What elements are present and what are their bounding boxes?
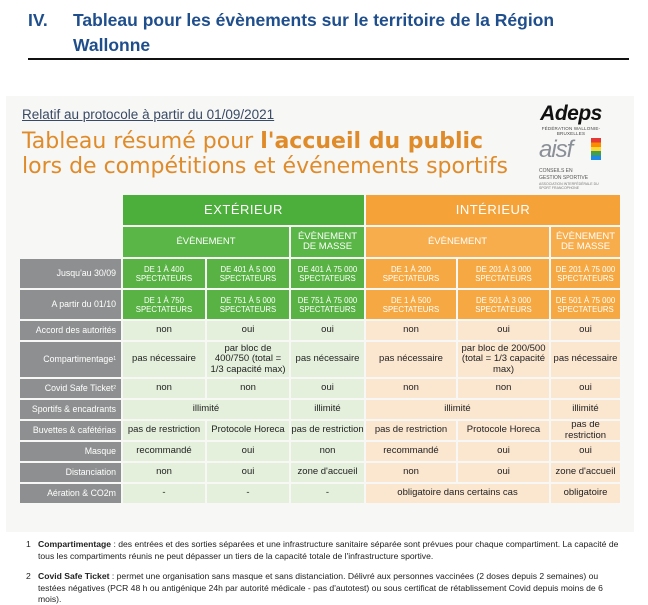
spec-cell: DE 501 À 75 000 SPECTATEURS (551, 290, 620, 319)
table-cell: oui (207, 463, 289, 482)
spec-cell: DE 201 À 75 000 SPECTATEURS (551, 259, 620, 288)
table-cell: pas nécessaire (366, 342, 456, 377)
row-label-masque: Masque (20, 442, 121, 461)
table-cell: obligatoire (551, 484, 620, 503)
infographic (6, 96, 634, 532)
table-cell: non (366, 379, 456, 398)
table-cell: pas nécessaire (551, 342, 620, 377)
spec-cell: DE 751 À 5 000 SPECTATEURS (207, 290, 289, 319)
table-cell: non (207, 379, 289, 398)
row-label-sportifs: Sportifs & encadrants (20, 400, 121, 419)
aisf-logo: aisf CONSEILS EN GESTION SPORTIVE ASSOCIATION INTERFÉDÉRALE DU SPORT FRANCOPHONE (531, 136, 611, 192)
table-cell: oui (458, 442, 549, 461)
table-cell: illimité (291, 400, 364, 419)
table-cell: oui (207, 442, 289, 461)
table-cell: illimité (123, 400, 289, 419)
table-cell: - (123, 484, 205, 503)
table-cell: zone d'accueil (551, 463, 620, 482)
row-label-aeration: Aération & CO2m (20, 484, 121, 503)
table-cell: zone d'accueil (291, 463, 364, 482)
row-label-accord: Accord des autorités (20, 321, 121, 340)
protocol-date: Relatif au protocole à partir du 01/09/2021 (22, 107, 275, 122)
table-cell: oui (551, 442, 620, 461)
header-ext-evenement: ÉVÈNEMENT (123, 227, 289, 257)
spec-cell: DE 401 À 5 000 SPECTATEURS (207, 259, 289, 288)
table-cell: par bloc de 200/500 (total = 1/3 capacité max) (458, 342, 549, 377)
table-cell: pas de restriction (551, 421, 620, 440)
table-cell: non (123, 321, 205, 340)
table-cell: non (123, 463, 205, 482)
adeps-logo: Adeps FÉDÉRATION WALLONIE-BRUXELLES (540, 102, 602, 136)
table-cell: oui (291, 321, 364, 340)
row-label-covid-safe-ticket: Covid Safe Ticket 2 (20, 379, 121, 398)
table-cell: oui (458, 463, 549, 482)
aisf-color-bars-icon (591, 138, 601, 160)
table-cell: pas nécessaire (123, 342, 205, 377)
table-cell: non (291, 442, 364, 461)
spec-cell: DE 201 À 3 000 SPECTATEURS (458, 259, 549, 288)
header-int-masse: ÉVÈNEMENT DE MASSE (551, 227, 620, 257)
spec-cell: DE 1 À 500 SPECTATEURS (366, 290, 456, 319)
row-label-jusqu: Jusqu'au 30/09 (20, 259, 121, 288)
table-cell: oui (291, 379, 364, 398)
infographic-subtitle: lors de compétitions et événements sportifs (22, 154, 508, 179)
section-number: IV. (28, 10, 48, 30)
spec-cell: DE 401 À 75 000 SPECTATEURS (291, 259, 364, 288)
table-cell: par bloc de 400/750 (total = 1/3 capacité max) (207, 342, 289, 377)
table-cell: recommandé (366, 442, 456, 461)
table-cell: pas nécessaire (291, 342, 364, 377)
summary-table (20, 195, 620, 508)
table-cell: pas de restriction (291, 421, 364, 440)
table-cell: pas de restriction (366, 421, 456, 440)
row-label-distanciation: Distanciation (20, 463, 121, 482)
table-cell: recommandé (123, 442, 205, 461)
heading-divider (28, 58, 629, 60)
table-cell: non (366, 321, 456, 340)
table-cell: - (207, 484, 289, 503)
spec-cell: DE 1 À 200 SPECTATEURS (366, 259, 456, 288)
header-ext-masse: ÉVÈNEMENT DE MASSE (291, 227, 364, 257)
table-cell: oui (458, 321, 549, 340)
table-cell: illimité (366, 400, 549, 419)
table-cell: oui (551, 379, 620, 398)
header-int-evenement: ÉVÈNEMENT (366, 227, 549, 257)
table-cell: non (458, 379, 549, 398)
table-cell: oui (551, 321, 620, 340)
table-cell: pas de restriction (123, 421, 205, 440)
section-title-line1: Tableau pour les évènements sur le territoire de la Région (73, 10, 555, 30)
row-label-apartir: A partir du 01/10 (20, 290, 121, 319)
table-cell: Protocole Horeca (207, 421, 289, 440)
spec-cell: DE 1 À 750 SPECTATEURS (123, 290, 205, 319)
infographic-title: Tableau résumé pour l'accueil du public (22, 129, 484, 154)
table-cell: oui (207, 321, 289, 340)
header-exterieur: EXTÉRIEUR (123, 195, 364, 225)
table-cell: non (123, 379, 205, 398)
spec-cell: DE 1 À 400 SPECTATEURS (123, 259, 205, 288)
table-cell: Protocole Horeca (458, 421, 549, 440)
table-cell: non (366, 463, 456, 482)
table-cell: - (291, 484, 364, 503)
spec-cell: DE 501 À 3 000 SPECTATEURS (458, 290, 549, 319)
table-cell: illimité (551, 400, 620, 419)
spec-cell: DE 751 À 75 000 SPECTATEURS (291, 290, 364, 319)
row-label-compartimentage: Compartimentage 1 (20, 342, 121, 377)
row-label-buvettes: Buvettes & cafétérias (20, 421, 121, 440)
header-interieur: INTÉRIEUR (366, 195, 620, 225)
section-title-line2: Wallonne (73, 35, 151, 55)
table-cell: obligatoire dans certains cas (366, 484, 549, 503)
